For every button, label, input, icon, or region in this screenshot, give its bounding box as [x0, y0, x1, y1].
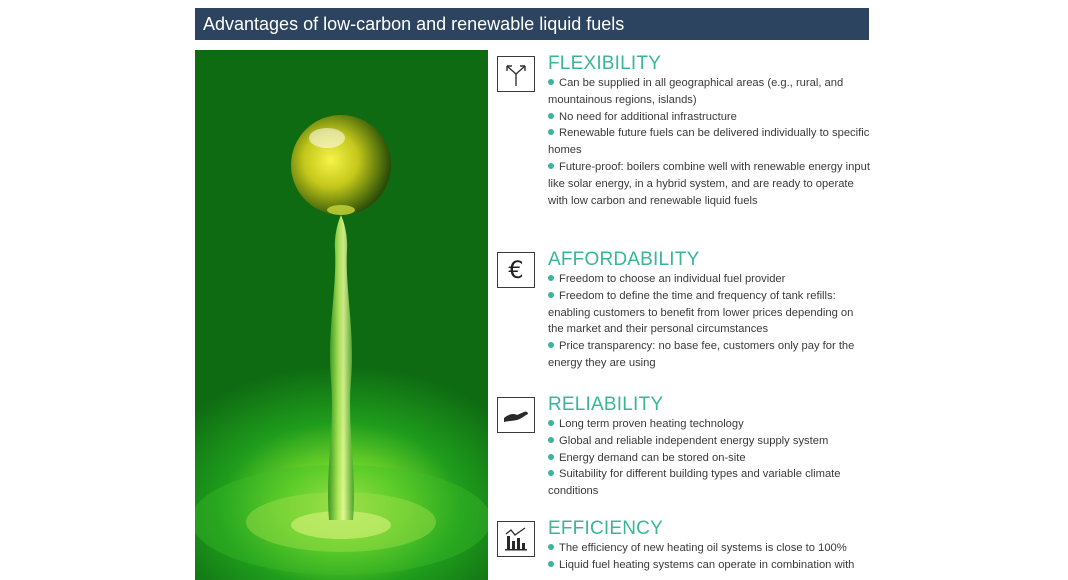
bullet-dot	[548, 420, 554, 426]
page-header	[195, 8, 869, 40]
reliability-title: RELIABILITY	[548, 394, 664, 415]
euro-icon: €	[497, 252, 535, 288]
list-item: Suitability for different building types and variable climate conditions	[548, 468, 841, 498]
bullet-dot	[548, 129, 554, 135]
list-item: Long term proven heating technology	[548, 416, 870, 433]
list-item: Global and reliable independent energy supply system	[548, 433, 870, 450]
bullet-dot	[548, 275, 554, 281]
list-item: No need for additional infrastructure	[548, 109, 870, 126]
green-liquid-droplet-image	[195, 50, 488, 580]
affordability-title: AFFORDABILITY	[548, 249, 700, 270]
list-item: Liquid fuel heating systems can operate in combination with	[548, 557, 870, 574]
list-item: Freedom to define the time and frequency of tank refills: enabling customers to benefit from lower prices depending on the market and their personal circumstances	[548, 289, 854, 336]
list-item: Renewable future fuels can be delivered individually to specific homes	[548, 127, 870, 157]
list-item: The efficiency of new heating oil systems is close to 100%	[548, 540, 870, 557]
bullet-dot	[548, 292, 554, 298]
diverging-arrows-icon	[497, 56, 535, 92]
bullet-dot	[548, 113, 554, 119]
bullet-dot	[548, 470, 554, 476]
bullet-dot	[548, 342, 554, 348]
reliability-list	[548, 416, 870, 500]
efficiency-list	[548, 540, 870, 574]
list-item: Price transparency: no base fee, customers only pay for the energy they are using	[548, 340, 855, 369]
bullet-dot	[548, 561, 554, 567]
affordability-list	[548, 271, 870, 372]
flexibility-title: FLEXIBILITY	[548, 53, 662, 74]
bullet-dot	[548, 544, 554, 550]
list-item: Freedom to choose an individual fuel provider	[548, 271, 870, 288]
list-item: Energy demand can be stored on-site	[548, 450, 870, 467]
efficiency-title: EFFICIENCY	[548, 518, 663, 539]
header-title: Advantages of low-carbon and renewable liquid fuels	[203, 14, 625, 34]
bullet-dot	[548, 454, 554, 460]
bullet-dot	[548, 437, 554, 443]
list-item: Can be supplied in all geographical areas (e.g., rural, and mountainous regions, islands)	[548, 77, 844, 106]
bullet-dot	[548, 79, 554, 85]
bullet-dot	[548, 163, 554, 169]
handshake-icon	[497, 397, 535, 433]
list-item: Future-proof: boilers combine well with renewable energy input like solar energy, in a hybrid system, and are ready to operate with low carbon and renewable liquid fuels	[548, 160, 870, 207]
flexibility-list	[548, 75, 870, 209]
bar-chart-icon	[497, 521, 535, 557]
